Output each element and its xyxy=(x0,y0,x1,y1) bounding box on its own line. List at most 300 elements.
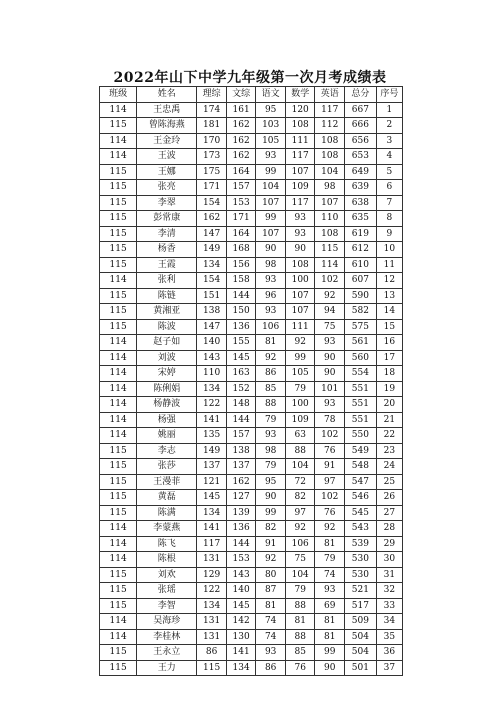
cell-english: 93 xyxy=(315,335,345,351)
cell-total: 575 xyxy=(345,319,377,335)
cell-chinese: 93 xyxy=(256,428,286,444)
cell-rank: 14 xyxy=(376,304,402,320)
table-row xyxy=(100,366,403,382)
cell-chinese: 95 xyxy=(256,102,286,118)
cell-humanities: 148 xyxy=(226,397,256,413)
cell-humanities: 138 xyxy=(226,443,256,459)
cell-english: 98 xyxy=(315,180,345,196)
cell-name: 曾陈海燕 xyxy=(137,118,197,134)
table-row xyxy=(100,552,403,568)
cell-name: 陈满 xyxy=(137,505,197,521)
column-header-science: 理综 xyxy=(197,87,227,103)
cell-name: 陈飞 xyxy=(137,536,197,552)
cell-science: 129 xyxy=(197,567,227,583)
cell-humanities: 143 xyxy=(226,567,256,583)
cell-rank: 20 xyxy=(376,397,402,413)
cell-rank: 15 xyxy=(376,319,402,335)
table-row xyxy=(100,195,403,211)
cell-math: 117 xyxy=(285,195,315,211)
table-row xyxy=(100,335,403,351)
cell-name: 宋婷 xyxy=(137,366,197,382)
cell-humanities: 130 xyxy=(226,629,256,645)
cell-class: 114 xyxy=(100,335,137,351)
cell-class: 115 xyxy=(100,319,137,335)
cell-math: 79 xyxy=(285,583,315,599)
cell-humanities: 156 xyxy=(226,257,256,273)
cell-rank: 37 xyxy=(376,660,402,676)
page-title: 2022年山下中学九年级第一次月考成绩表 xyxy=(113,70,387,86)
cell-rank: 25 xyxy=(376,474,402,490)
cell-chinese: 99 xyxy=(256,164,286,180)
column-header-total: 总分 xyxy=(345,87,377,103)
cell-class: 114 xyxy=(100,521,137,537)
cell-class: 115 xyxy=(100,660,137,676)
cell-english: 114 xyxy=(315,257,345,273)
cell-science: 122 xyxy=(197,583,227,599)
cell-class: 115 xyxy=(100,474,137,490)
cell-name: 王永立 xyxy=(137,645,197,661)
cell-humanities: 136 xyxy=(226,319,256,335)
cell-science: 154 xyxy=(197,195,227,211)
cell-english: 108 xyxy=(315,226,345,242)
cell-total: 545 xyxy=(345,505,377,521)
cell-english: 93 xyxy=(315,583,345,599)
cell-rank: 9 xyxy=(376,226,402,242)
cell-english: 90 xyxy=(315,366,345,382)
cell-class: 115 xyxy=(100,304,137,320)
cell-math: 100 xyxy=(285,397,315,413)
cell-science: 147 xyxy=(197,226,227,242)
cell-rank: 18 xyxy=(376,366,402,382)
table-row xyxy=(100,180,403,196)
cell-math: 108 xyxy=(285,118,315,134)
cell-english: 107 xyxy=(315,195,345,211)
cell-humanities: 164 xyxy=(226,164,256,180)
cell-rank: 5 xyxy=(376,164,402,180)
cell-science: 149 xyxy=(197,443,227,459)
cell-name: 李桂林 xyxy=(137,629,197,645)
cell-math: 88 xyxy=(285,629,315,645)
cell-name: 杨强 xyxy=(137,412,197,428)
cell-name: 王力 xyxy=(137,660,197,676)
cell-humanities: 163 xyxy=(226,366,256,382)
cell-science: 154 xyxy=(197,273,227,289)
table-row xyxy=(100,521,403,537)
cell-rank: 17 xyxy=(376,350,402,366)
cell-chinese: 93 xyxy=(256,304,286,320)
cell-rank: 33 xyxy=(376,598,402,614)
table-row xyxy=(100,319,403,335)
cell-math: 109 xyxy=(285,412,315,428)
cell-chinese: 74 xyxy=(256,614,286,630)
cell-english: 102 xyxy=(315,428,345,444)
cell-math: 88 xyxy=(285,443,315,459)
column-header-math: 数学 xyxy=(285,87,315,103)
cell-english: 102 xyxy=(315,490,345,506)
cell-science: 131 xyxy=(197,629,227,645)
cell-english: 117 xyxy=(315,102,345,118)
score-table xyxy=(99,86,403,676)
table-row xyxy=(100,629,403,645)
cell-name: 王金玲 xyxy=(137,133,197,149)
cell-science: 122 xyxy=(197,397,227,413)
table-row xyxy=(100,164,403,180)
cell-class: 114 xyxy=(100,102,137,118)
cell-rank: 2 xyxy=(376,118,402,134)
cell-rank: 26 xyxy=(376,490,402,506)
cell-chinese: 98 xyxy=(256,443,286,459)
cell-rank: 28 xyxy=(376,521,402,537)
cell-chinese: 79 xyxy=(256,412,286,428)
cell-total: 649 xyxy=(345,164,377,180)
cell-english: 101 xyxy=(315,381,345,397)
cell-english: 90 xyxy=(315,350,345,366)
cell-chinese: 86 xyxy=(256,366,286,382)
cell-humanities: 171 xyxy=(226,211,256,227)
cell-class: 115 xyxy=(100,118,137,134)
cell-class: 114 xyxy=(100,149,137,165)
cell-name: 陈波 xyxy=(137,319,197,335)
table-row xyxy=(100,288,403,304)
cell-total: 539 xyxy=(345,536,377,552)
cell-rank: 1 xyxy=(376,102,402,118)
cell-class: 114 xyxy=(100,614,137,630)
cell-humanities: 162 xyxy=(226,149,256,165)
column-header-class: 班级 xyxy=(100,87,137,103)
cell-humanities: 142 xyxy=(226,614,256,630)
cell-rank: 21 xyxy=(376,412,402,428)
cell-class: 115 xyxy=(100,164,137,180)
cell-chinese: 107 xyxy=(256,226,286,242)
cell-chinese: 93 xyxy=(256,273,286,289)
cell-science: 135 xyxy=(197,428,227,444)
cell-humanities: 168 xyxy=(226,242,256,258)
cell-rank: 8 xyxy=(376,211,402,227)
cell-name: 李智 xyxy=(137,598,197,614)
cell-total: 607 xyxy=(345,273,377,289)
cell-total: 612 xyxy=(345,242,377,258)
cell-humanities: 145 xyxy=(226,350,256,366)
cell-rank: 31 xyxy=(376,567,402,583)
cell-math: 75 xyxy=(285,552,315,568)
cell-class: 115 xyxy=(100,598,137,614)
cell-name: 李蒙燕 xyxy=(137,521,197,537)
cell-english: 91 xyxy=(315,459,345,475)
cell-class: 115 xyxy=(100,567,137,583)
cell-humanities: 157 xyxy=(226,428,256,444)
cell-name: 张莎 xyxy=(137,459,197,475)
cell-rank: 11 xyxy=(376,257,402,273)
cell-english: 93 xyxy=(315,397,345,413)
cell-chinese: 96 xyxy=(256,288,286,304)
cell-class: 114 xyxy=(100,366,137,382)
table-row xyxy=(100,536,403,552)
table-row xyxy=(100,583,403,599)
cell-humanities: 164 xyxy=(226,226,256,242)
cell-science: 171 xyxy=(197,180,227,196)
cell-total: 561 xyxy=(345,335,377,351)
table-row xyxy=(100,242,403,258)
cell-chinese: 86 xyxy=(256,660,286,676)
cell-class: 115 xyxy=(100,288,137,304)
cell-name: 王漫菲 xyxy=(137,474,197,490)
table-row xyxy=(100,567,403,583)
cell-humanities: 144 xyxy=(226,536,256,552)
cell-total: 509 xyxy=(345,614,377,630)
cell-total: 551 xyxy=(345,412,377,428)
cell-rank: 3 xyxy=(376,133,402,149)
cell-humanities: 136 xyxy=(226,521,256,537)
table-row xyxy=(100,443,403,459)
cell-rank: 24 xyxy=(376,459,402,475)
table-row xyxy=(100,474,403,490)
cell-english: 115 xyxy=(315,242,345,258)
cell-math: 106 xyxy=(285,536,315,552)
cell-name: 刘欢 xyxy=(137,567,197,583)
table-row xyxy=(100,412,403,428)
cell-science: 117 xyxy=(197,536,227,552)
cell-total: 501 xyxy=(345,660,377,676)
cell-chinese: 85 xyxy=(256,381,286,397)
cell-name: 陈俐娟 xyxy=(137,381,197,397)
cell-english: 79 xyxy=(315,552,345,568)
cell-english: 78 xyxy=(315,412,345,428)
cell-science: 141 xyxy=(197,521,227,537)
cell-rank: 4 xyxy=(376,149,402,165)
cell-name: 吴海珍 xyxy=(137,614,197,630)
cell-chinese: 99 xyxy=(256,211,286,227)
cell-humanities: 144 xyxy=(226,288,256,304)
cell-science: 162 xyxy=(197,211,227,227)
cell-science: 173 xyxy=(197,149,227,165)
cell-chinese: 104 xyxy=(256,180,286,196)
cell-chinese: 90 xyxy=(256,242,286,258)
cell-humanities: 158 xyxy=(226,273,256,289)
cell-chinese: 87 xyxy=(256,583,286,599)
cell-rank: 35 xyxy=(376,629,402,645)
cell-rank: 34 xyxy=(376,614,402,630)
column-header-rank: 序号 xyxy=(376,87,402,103)
cell-english: 108 xyxy=(315,149,345,165)
cell-math: 99 xyxy=(285,350,315,366)
cell-name: 李志 xyxy=(137,443,197,459)
table-row xyxy=(100,428,403,444)
cell-total: 635 xyxy=(345,211,377,227)
cell-math: 93 xyxy=(285,211,315,227)
column-header-humanities: 文综 xyxy=(226,87,256,103)
cell-total: 549 xyxy=(345,443,377,459)
cell-rank: 6 xyxy=(376,180,402,196)
cell-math: 107 xyxy=(285,164,315,180)
cell-class: 115 xyxy=(100,211,137,227)
cell-chinese: 90 xyxy=(256,490,286,506)
cell-class: 115 xyxy=(100,257,137,273)
cell-math: 100 xyxy=(285,273,315,289)
cell-rank: 36 xyxy=(376,645,402,661)
cell-math: 88 xyxy=(285,598,315,614)
cell-science: 134 xyxy=(197,257,227,273)
cell-total: 560 xyxy=(345,350,377,366)
cell-total: 543 xyxy=(345,521,377,537)
cell-total: 550 xyxy=(345,428,377,444)
cell-english: 99 xyxy=(315,645,345,661)
cell-english: 76 xyxy=(315,505,345,521)
cell-english: 112 xyxy=(315,118,345,134)
table-row xyxy=(100,614,403,630)
cell-math: 92 xyxy=(285,521,315,537)
cell-math: 81 xyxy=(285,614,315,630)
cell-english: 92 xyxy=(315,521,345,537)
cell-name: 杨静波 xyxy=(137,397,197,413)
cell-chinese: 92 xyxy=(256,350,286,366)
cell-name: 张亮 xyxy=(137,180,197,196)
cell-english: 110 xyxy=(315,211,345,227)
cell-rank: 19 xyxy=(376,381,402,397)
table-body xyxy=(100,102,403,676)
cell-math: 107 xyxy=(285,288,315,304)
cell-math: 111 xyxy=(285,133,315,149)
cell-english: 94 xyxy=(315,304,345,320)
cell-math: 111 xyxy=(285,319,315,335)
cell-rank: 16 xyxy=(376,335,402,351)
cell-math: 105 xyxy=(285,366,315,382)
cell-humanities: 152 xyxy=(226,381,256,397)
cell-rank: 29 xyxy=(376,536,402,552)
cell-humanities: 139 xyxy=(226,505,256,521)
cell-chinese: 82 xyxy=(256,521,286,537)
cell-math: 117 xyxy=(285,149,315,165)
table-row xyxy=(100,133,403,149)
cell-english: 97 xyxy=(315,474,345,490)
cell-total: 530 xyxy=(345,567,377,583)
table-row xyxy=(100,304,403,320)
cell-name: 黄磊 xyxy=(137,490,197,506)
cell-english: 102 xyxy=(315,273,345,289)
cell-english: 90 xyxy=(315,660,345,676)
cell-name: 陈根 xyxy=(137,552,197,568)
cell-math: 90 xyxy=(285,242,315,258)
cell-math: 76 xyxy=(285,660,315,676)
cell-class: 114 xyxy=(100,552,137,568)
table-row xyxy=(100,660,403,676)
cell-chinese: 98 xyxy=(256,257,286,273)
cell-total: 653 xyxy=(345,149,377,165)
cell-chinese: 80 xyxy=(256,567,286,583)
cell-name: 李翠 xyxy=(137,195,197,211)
cell-science: 134 xyxy=(197,381,227,397)
cell-science: 138 xyxy=(197,304,227,320)
cell-total: 551 xyxy=(345,397,377,413)
cell-science: 147 xyxy=(197,319,227,335)
cell-chinese: 81 xyxy=(256,598,286,614)
cell-class: 115 xyxy=(100,242,137,258)
cell-rank: 30 xyxy=(376,552,402,568)
cell-math: 82 xyxy=(285,490,315,506)
cell-class: 115 xyxy=(100,459,137,475)
cell-english: 69 xyxy=(315,598,345,614)
cell-class: 114 xyxy=(100,536,137,552)
cell-science: 143 xyxy=(197,350,227,366)
cell-english: 104 xyxy=(315,164,345,180)
cell-science: 131 xyxy=(197,614,227,630)
cell-math: 92 xyxy=(285,335,315,351)
cell-total: 610 xyxy=(345,257,377,273)
cell-class: 114 xyxy=(100,273,137,289)
cell-humanities: 162 xyxy=(226,133,256,149)
cell-science: 121 xyxy=(197,474,227,490)
cell-rank: 13 xyxy=(376,288,402,304)
cell-math: 108 xyxy=(285,257,315,273)
cell-name: 李清 xyxy=(137,226,197,242)
cell-chinese: 91 xyxy=(256,536,286,552)
cell-chinese: 79 xyxy=(256,459,286,475)
cell-science: 181 xyxy=(197,118,227,134)
cell-math: 72 xyxy=(285,474,315,490)
cell-science: 174 xyxy=(197,102,227,118)
cell-name: 张瑶 xyxy=(137,583,197,599)
cell-class: 115 xyxy=(100,645,137,661)
cell-class: 114 xyxy=(100,412,137,428)
cell-math: 93 xyxy=(285,226,315,242)
cell-math: 109 xyxy=(285,180,315,196)
cell-science: 151 xyxy=(197,288,227,304)
cell-math: 63 xyxy=(285,428,315,444)
cell-total: 667 xyxy=(345,102,377,118)
cell-rank: 22 xyxy=(376,428,402,444)
cell-science: 145 xyxy=(197,490,227,506)
table-row xyxy=(100,118,403,134)
cell-math: 104 xyxy=(285,459,315,475)
cell-humanities: 134 xyxy=(226,660,256,676)
cell-name: 陈链 xyxy=(137,288,197,304)
cell-science: 134 xyxy=(197,505,227,521)
cell-class: 114 xyxy=(100,428,137,444)
cell-chinese: 99 xyxy=(256,505,286,521)
cell-math: 97 xyxy=(285,505,315,521)
cell-total: 666 xyxy=(345,118,377,134)
cell-chinese: 93 xyxy=(256,149,286,165)
cell-chinese: 88 xyxy=(256,397,286,413)
cell-total: 504 xyxy=(345,629,377,645)
cell-name: 杨香 xyxy=(137,242,197,258)
cell-humanities: 153 xyxy=(226,195,256,211)
cell-name: 王波 xyxy=(137,149,197,165)
column-header-name: 姓名 xyxy=(137,87,197,103)
cell-class: 114 xyxy=(100,133,137,149)
table-row xyxy=(100,273,403,289)
table-row xyxy=(100,211,403,227)
cell-class: 115 xyxy=(100,505,137,521)
cell-chinese: 105 xyxy=(256,133,286,149)
cell-science: 170 xyxy=(197,133,227,149)
cell-class: 114 xyxy=(100,350,137,366)
cell-english: 81 xyxy=(315,536,345,552)
cell-chinese: 74 xyxy=(256,629,286,645)
table-row xyxy=(100,149,403,165)
table-row xyxy=(100,102,403,118)
table-header-row xyxy=(100,87,403,103)
cell-science: 140 xyxy=(197,335,227,351)
cell-rank: 10 xyxy=(376,242,402,258)
cell-total: 656 xyxy=(345,133,377,149)
cell-math: 85 xyxy=(285,645,315,661)
cell-science: 110 xyxy=(197,366,227,382)
cell-humanities: 162 xyxy=(226,474,256,490)
cell-humanities: 150 xyxy=(226,304,256,320)
cell-total: 548 xyxy=(345,459,377,475)
cell-english: 92 xyxy=(315,288,345,304)
cell-science: 115 xyxy=(197,660,227,676)
